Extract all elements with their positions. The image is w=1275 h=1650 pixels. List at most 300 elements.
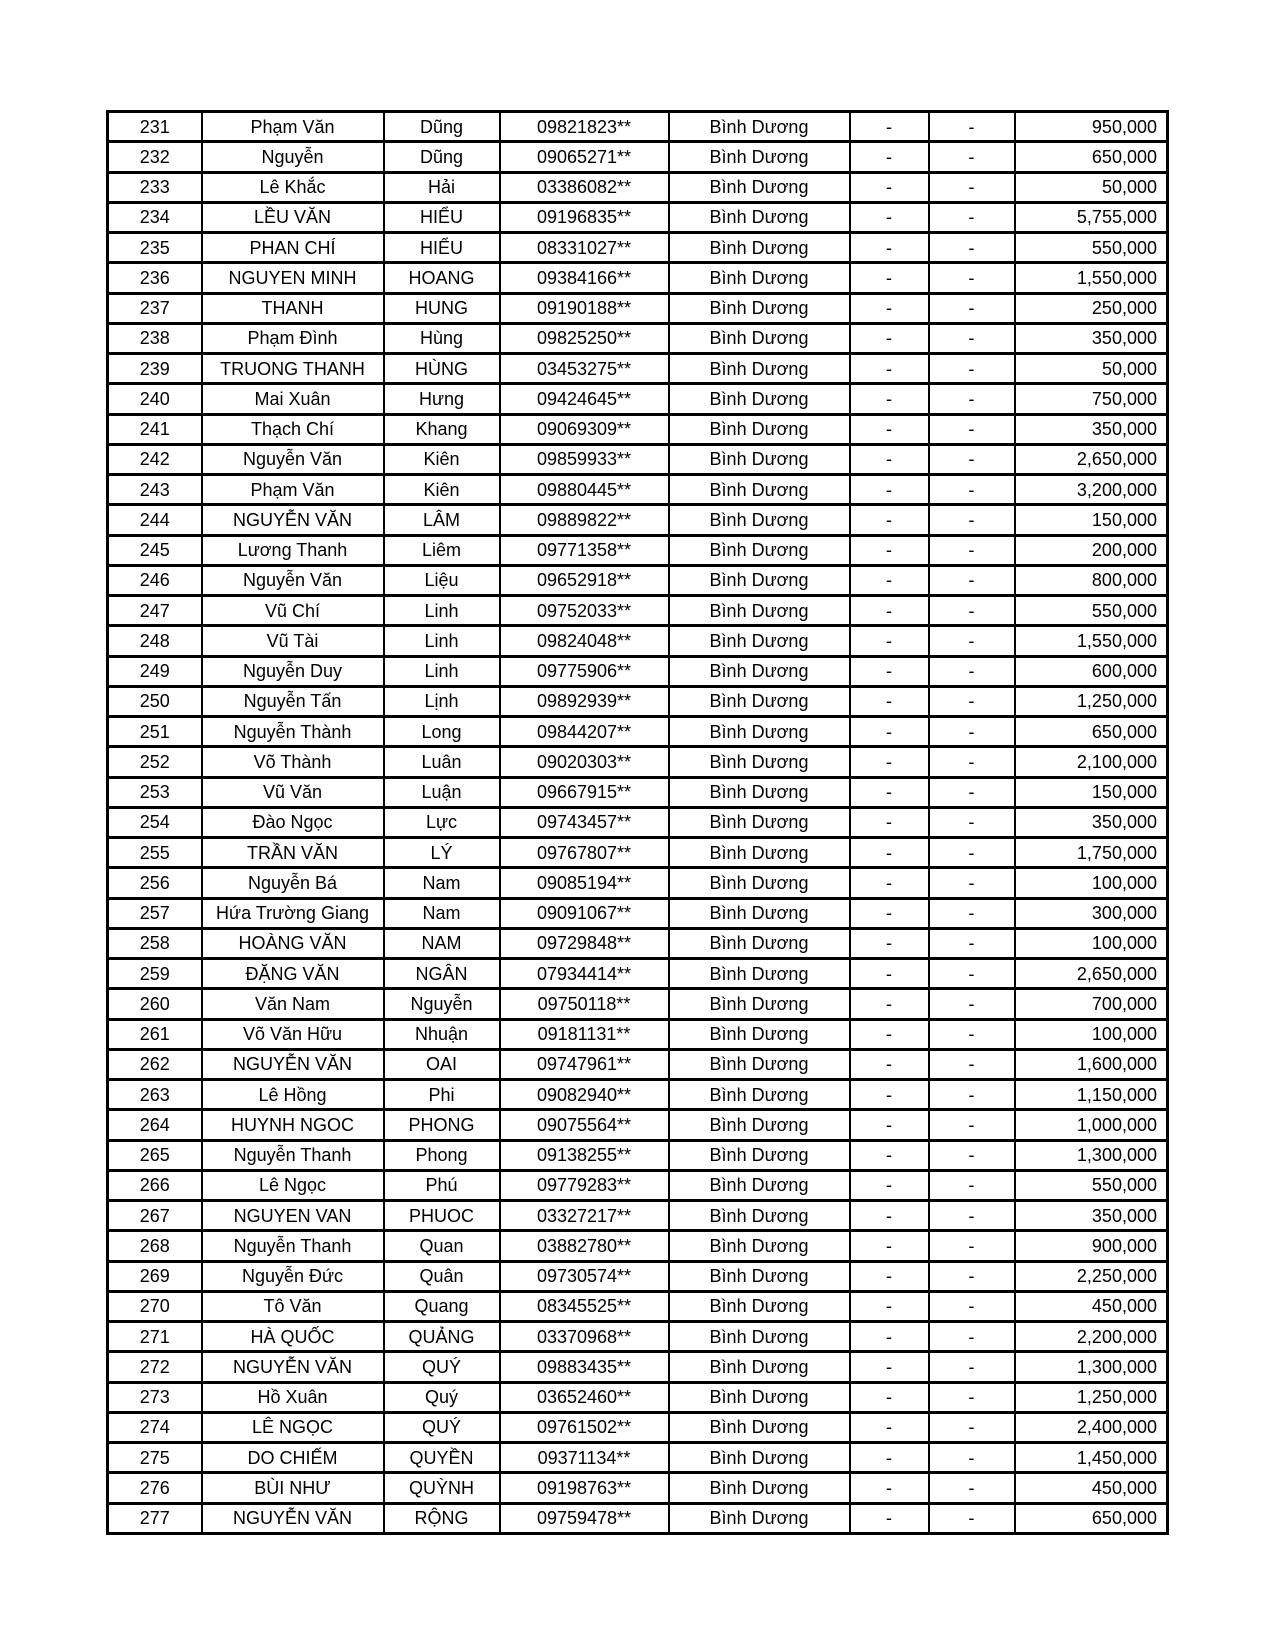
last-name-cell: Liêm bbox=[384, 535, 500, 565]
phone-masked-cell: 09824048** bbox=[500, 626, 669, 656]
dash-col-1-cell: - bbox=[850, 1080, 929, 1110]
last-name-cell: OAI bbox=[384, 1049, 500, 1079]
row-number-cell: 265 bbox=[108, 1140, 202, 1170]
province-cell: Bình Dương bbox=[669, 1322, 850, 1352]
first-middle-name-cell: Vũ Văn bbox=[202, 777, 384, 807]
phone-masked-cell: 09652918** bbox=[500, 565, 669, 595]
dash-col-2-cell: - bbox=[929, 444, 1015, 474]
amount-cell: 1,250,000 bbox=[1015, 1382, 1168, 1412]
province-cell: Bình Dương bbox=[669, 293, 850, 323]
amount-cell: 200,000 bbox=[1015, 535, 1168, 565]
dash-col-2-cell: - bbox=[929, 1231, 1015, 1261]
dash-col-2-cell: - bbox=[929, 1382, 1015, 1412]
row-number-cell: 272 bbox=[108, 1352, 202, 1382]
amount-cell: 550,000 bbox=[1015, 1170, 1168, 1200]
phone-masked-cell: 09424645** bbox=[500, 384, 669, 414]
last-name-cell: NAM bbox=[384, 928, 500, 958]
province-cell: Bình Dương bbox=[669, 989, 850, 1019]
first-middle-name-cell: Đào Ngọc bbox=[202, 807, 384, 837]
province-cell: Bình Dương bbox=[669, 1291, 850, 1321]
amount-cell: 150,000 bbox=[1015, 777, 1168, 807]
province-cell: Bình Dương bbox=[669, 565, 850, 595]
row-number-cell: 236 bbox=[108, 263, 202, 293]
province-cell: Bình Dương bbox=[669, 898, 850, 928]
table-row bbox=[108, 777, 1168, 807]
first-middle-name-cell: NGUYEN VAN bbox=[202, 1201, 384, 1231]
dash-col-2-cell: - bbox=[929, 868, 1015, 898]
dash-col-1-cell: - bbox=[850, 807, 929, 837]
phone-masked-cell: 09729848** bbox=[500, 928, 669, 958]
dash-col-1-cell: - bbox=[850, 1231, 929, 1261]
first-middle-name-cell: Phạm Đình bbox=[202, 323, 384, 353]
phone-masked-cell: 09761502** bbox=[500, 1412, 669, 1442]
row-number-cell: 267 bbox=[108, 1201, 202, 1231]
phone-masked-cell: 09085194** bbox=[500, 868, 669, 898]
amount-cell: 600,000 bbox=[1015, 656, 1168, 686]
phone-masked-cell: 09883435** bbox=[500, 1352, 669, 1382]
dash-col-2-cell: - bbox=[929, 1019, 1015, 1049]
dash-col-2-cell: - bbox=[929, 323, 1015, 353]
dash-col-2-cell: - bbox=[929, 928, 1015, 958]
row-number-cell: 240 bbox=[108, 384, 202, 414]
dash-col-1-cell: - bbox=[850, 1412, 929, 1442]
dash-col-1-cell: - bbox=[850, 142, 929, 172]
dash-col-2-cell: - bbox=[929, 384, 1015, 414]
province-cell: Bình Dương bbox=[669, 384, 850, 414]
row-number-cell: 232 bbox=[108, 142, 202, 172]
last-name-cell: Lực bbox=[384, 807, 500, 837]
province-cell: Bình Dương bbox=[669, 838, 850, 868]
phone-masked-cell: 09198763** bbox=[500, 1473, 669, 1503]
last-name-cell: Quan bbox=[384, 1231, 500, 1261]
first-middle-name-cell: NGUYỄN VĂN bbox=[202, 505, 384, 535]
province-cell: Bình Dương bbox=[669, 172, 850, 202]
row-number-cell: 270 bbox=[108, 1291, 202, 1321]
dash-col-1-cell: - bbox=[850, 172, 929, 202]
last-name-cell: QUẢNG bbox=[384, 1322, 500, 1352]
dash-col-1-cell: - bbox=[850, 444, 929, 474]
last-name-cell: Quân bbox=[384, 1261, 500, 1291]
last-name-cell: Dũng bbox=[384, 142, 500, 172]
dash-col-1-cell: - bbox=[850, 565, 929, 595]
amount-cell: 1,550,000 bbox=[1015, 263, 1168, 293]
last-name-cell: Hải bbox=[384, 172, 500, 202]
row-number-cell: 271 bbox=[108, 1322, 202, 1352]
first-middle-name-cell: Võ Văn Hữu bbox=[202, 1019, 384, 1049]
phone-masked-cell: 09779283** bbox=[500, 1170, 669, 1200]
first-middle-name-cell: Nguyễn Thanh bbox=[202, 1140, 384, 1170]
table-row bbox=[108, 989, 1168, 1019]
dash-col-2-cell: - bbox=[929, 959, 1015, 989]
row-number-cell: 234 bbox=[108, 202, 202, 232]
dash-col-1-cell: - bbox=[850, 596, 929, 626]
row-number-cell: 247 bbox=[108, 596, 202, 626]
amount-cell: 1,250,000 bbox=[1015, 686, 1168, 716]
amount-cell: 350,000 bbox=[1015, 323, 1168, 353]
last-name-cell: PHUOC bbox=[384, 1201, 500, 1231]
row-number-cell: 255 bbox=[108, 838, 202, 868]
phone-masked-cell: 09859933** bbox=[500, 444, 669, 474]
dash-col-2-cell: - bbox=[929, 354, 1015, 384]
phone-masked-cell: 09065271** bbox=[500, 142, 669, 172]
last-name-cell: LÂM bbox=[384, 505, 500, 535]
first-middle-name-cell: Mai Xuân bbox=[202, 384, 384, 414]
dash-col-1-cell: - bbox=[850, 656, 929, 686]
phone-masked-cell: 03882780** bbox=[500, 1231, 669, 1261]
row-number-cell: 263 bbox=[108, 1080, 202, 1110]
first-middle-name-cell: ĐẶNG VĂN bbox=[202, 959, 384, 989]
first-middle-name-cell: DO CHIẾM bbox=[202, 1443, 384, 1473]
first-middle-name-cell: NGUYỄN VĂN bbox=[202, 1352, 384, 1382]
row-number-cell: 253 bbox=[108, 777, 202, 807]
phone-masked-cell: 03386082** bbox=[500, 172, 669, 202]
last-name-cell: HÙNG bbox=[384, 354, 500, 384]
amount-cell: 750,000 bbox=[1015, 384, 1168, 414]
phone-masked-cell: 03652460** bbox=[500, 1382, 669, 1412]
dash-col-2-cell: - bbox=[929, 263, 1015, 293]
province-cell: Bình Dương bbox=[669, 868, 850, 898]
province-cell: Bình Dương bbox=[669, 142, 850, 172]
province-cell: Bình Dương bbox=[669, 1261, 850, 1291]
table-row bbox=[108, 1110, 1168, 1140]
phone-masked-cell: 09181131** bbox=[500, 1019, 669, 1049]
row-number-cell: 238 bbox=[108, 323, 202, 353]
province-cell: Bình Dương bbox=[669, 1170, 850, 1200]
last-name-cell: Luân bbox=[384, 747, 500, 777]
dash-col-2-cell: - bbox=[929, 202, 1015, 232]
first-middle-name-cell: LÊ NGỌC bbox=[202, 1412, 384, 1442]
amount-cell: 300,000 bbox=[1015, 898, 1168, 928]
phone-masked-cell: 09771358** bbox=[500, 535, 669, 565]
dash-col-2-cell: - bbox=[929, 747, 1015, 777]
first-middle-name-cell: TRẦN VĂN bbox=[202, 838, 384, 868]
dash-col-2-cell: - bbox=[929, 596, 1015, 626]
row-number-cell: 242 bbox=[108, 444, 202, 474]
last-name-cell: HIỂU bbox=[384, 202, 500, 232]
amount-cell: 100,000 bbox=[1015, 1019, 1168, 1049]
province-cell: Bình Dương bbox=[669, 1382, 850, 1412]
first-middle-name-cell: Phạm Văn bbox=[202, 112, 384, 142]
amount-cell: 800,000 bbox=[1015, 565, 1168, 595]
dash-col-1-cell: - bbox=[850, 626, 929, 656]
last-name-cell: NGÂN bbox=[384, 959, 500, 989]
first-middle-name-cell: BÙI NHƯ bbox=[202, 1473, 384, 1503]
last-name-cell: RỘNG bbox=[384, 1503, 500, 1533]
last-name-cell: HIỂU bbox=[384, 233, 500, 263]
table-row bbox=[108, 1291, 1168, 1321]
dash-col-2-cell: - bbox=[929, 1170, 1015, 1200]
province-cell: Bình Dương bbox=[669, 535, 850, 565]
last-name-cell: Hưng bbox=[384, 384, 500, 414]
table-row bbox=[108, 505, 1168, 535]
dash-col-2-cell: - bbox=[929, 1110, 1015, 1140]
amount-cell: 100,000 bbox=[1015, 928, 1168, 958]
table-row bbox=[108, 112, 1168, 142]
dash-col-2-cell: - bbox=[929, 414, 1015, 444]
first-middle-name-cell: Nguyễn Đức bbox=[202, 1261, 384, 1291]
dash-col-1-cell: - bbox=[850, 1170, 929, 1200]
first-middle-name-cell: Lương Thanh bbox=[202, 535, 384, 565]
dash-col-2-cell: - bbox=[929, 505, 1015, 535]
row-number-cell: 243 bbox=[108, 475, 202, 505]
dash-col-1-cell: - bbox=[850, 1110, 929, 1140]
last-name-cell: Kiên bbox=[384, 475, 500, 505]
dash-col-2-cell: - bbox=[929, 1261, 1015, 1291]
row-number-cell: 252 bbox=[108, 747, 202, 777]
province-cell: Bình Dương bbox=[669, 1473, 850, 1503]
amount-cell: 2,400,000 bbox=[1015, 1412, 1168, 1442]
province-cell: Bình Dương bbox=[669, 1412, 850, 1442]
dash-col-2-cell: - bbox=[929, 293, 1015, 323]
first-middle-name-cell: Nguyễn Văn bbox=[202, 444, 384, 474]
table-row bbox=[108, 1201, 1168, 1231]
dash-col-2-cell: - bbox=[929, 717, 1015, 747]
table-row bbox=[108, 444, 1168, 474]
first-middle-name-cell: Hứa Trường Giang bbox=[202, 898, 384, 928]
amount-cell: 150,000 bbox=[1015, 505, 1168, 535]
row-number-cell: 244 bbox=[108, 505, 202, 535]
amount-cell: 950,000 bbox=[1015, 112, 1168, 142]
last-name-cell: Phi bbox=[384, 1080, 500, 1110]
amount-cell: 50,000 bbox=[1015, 172, 1168, 202]
row-number-cell: 249 bbox=[108, 656, 202, 686]
last-name-cell: Linh bbox=[384, 656, 500, 686]
table-row bbox=[108, 142, 1168, 172]
first-middle-name-cell: TRUONG THANH bbox=[202, 354, 384, 384]
dash-col-1-cell: - bbox=[850, 686, 929, 716]
table-row bbox=[108, 1231, 1168, 1261]
row-number-cell: 237 bbox=[108, 293, 202, 323]
dash-col-1-cell: - bbox=[850, 1049, 929, 1079]
first-middle-name-cell: THANH bbox=[202, 293, 384, 323]
phone-masked-cell: 09880445** bbox=[500, 475, 669, 505]
first-middle-name-cell: Nguyễn Bá bbox=[202, 868, 384, 898]
dash-col-2-cell: - bbox=[929, 233, 1015, 263]
amount-cell: 550,000 bbox=[1015, 596, 1168, 626]
amount-cell: 450,000 bbox=[1015, 1473, 1168, 1503]
last-name-cell: QUYỀN bbox=[384, 1443, 500, 1473]
province-cell: Bình Dương bbox=[669, 747, 850, 777]
amount-cell: 2,650,000 bbox=[1015, 444, 1168, 474]
dash-col-1-cell: - bbox=[850, 535, 929, 565]
amount-cell: 1,300,000 bbox=[1015, 1140, 1168, 1170]
dash-col-1-cell: - bbox=[850, 1291, 929, 1321]
dash-col-2-cell: - bbox=[929, 838, 1015, 868]
phone-masked-cell: 09889822** bbox=[500, 505, 669, 535]
province-cell: Bình Dương bbox=[669, 414, 850, 444]
amount-cell: 1,000,000 bbox=[1015, 1110, 1168, 1140]
table-row bbox=[108, 1140, 1168, 1170]
table-row bbox=[108, 898, 1168, 928]
last-name-cell: Khang bbox=[384, 414, 500, 444]
amount-cell: 1,150,000 bbox=[1015, 1080, 1168, 1110]
amount-cell: 550,000 bbox=[1015, 233, 1168, 263]
dash-col-2-cell: - bbox=[929, 656, 1015, 686]
last-name-cell: PHONG bbox=[384, 1110, 500, 1140]
row-number-cell: 262 bbox=[108, 1049, 202, 1079]
table-row bbox=[108, 717, 1168, 747]
amount-cell: 2,200,000 bbox=[1015, 1322, 1168, 1352]
province-cell: Bình Dương bbox=[669, 475, 850, 505]
last-name-cell: Lịnh bbox=[384, 686, 500, 716]
row-number-cell: 245 bbox=[108, 535, 202, 565]
last-name-cell: Nhuận bbox=[384, 1019, 500, 1049]
amount-cell: 50,000 bbox=[1015, 354, 1168, 384]
phone-masked-cell: 07934414** bbox=[500, 959, 669, 989]
first-middle-name-cell: Nguyễn Duy bbox=[202, 656, 384, 686]
dash-col-1-cell: - bbox=[850, 293, 929, 323]
province-cell: Bình Dương bbox=[669, 444, 850, 474]
table-row bbox=[108, 1503, 1168, 1533]
first-middle-name-cell: Nguyễn Văn bbox=[202, 565, 384, 595]
last-name-cell: Linh bbox=[384, 626, 500, 656]
first-middle-name-cell: Nguyễn bbox=[202, 142, 384, 172]
dash-col-1-cell: - bbox=[850, 475, 929, 505]
last-name-cell: HOANG bbox=[384, 263, 500, 293]
phone-masked-cell: 09743457** bbox=[500, 807, 669, 837]
table-row bbox=[108, 928, 1168, 958]
amount-cell: 1,600,000 bbox=[1015, 1049, 1168, 1079]
row-number-cell: 261 bbox=[108, 1019, 202, 1049]
amount-cell: 2,650,000 bbox=[1015, 959, 1168, 989]
first-middle-name-cell: Nguyễn Tấn bbox=[202, 686, 384, 716]
table-row bbox=[108, 807, 1168, 837]
amount-cell: 2,250,000 bbox=[1015, 1261, 1168, 1291]
dash-col-1-cell: - bbox=[850, 414, 929, 444]
phone-masked-cell: 09750118** bbox=[500, 989, 669, 1019]
last-name-cell: Nam bbox=[384, 868, 500, 898]
last-name-cell: HUNG bbox=[384, 293, 500, 323]
last-name-cell: Nguyễn bbox=[384, 989, 500, 1019]
dash-col-2-cell: - bbox=[929, 1140, 1015, 1170]
row-number-cell: 260 bbox=[108, 989, 202, 1019]
amount-cell: 650,000 bbox=[1015, 142, 1168, 172]
dash-col-1-cell: - bbox=[850, 989, 929, 1019]
row-number-cell: 264 bbox=[108, 1110, 202, 1140]
first-middle-name-cell: PHAN CHÍ bbox=[202, 233, 384, 263]
dash-col-2-cell: - bbox=[929, 686, 1015, 716]
province-cell: Bình Dương bbox=[669, 686, 850, 716]
province-cell: Bình Dương bbox=[669, 959, 850, 989]
dash-col-2-cell: - bbox=[929, 989, 1015, 1019]
first-middle-name-cell: HOÀNG VĂN bbox=[202, 928, 384, 958]
phone-masked-cell: 09775906** bbox=[500, 656, 669, 686]
last-name-cell: QUÝ bbox=[384, 1352, 500, 1382]
dash-col-1-cell: - bbox=[850, 1503, 929, 1533]
first-middle-name-cell: NGUYỄN VĂN bbox=[202, 1049, 384, 1079]
province-cell: Bình Dương bbox=[669, 1231, 850, 1261]
province-cell: Bình Dương bbox=[669, 626, 850, 656]
province-cell: Bình Dương bbox=[669, 1080, 850, 1110]
first-middle-name-cell: Nguyễn Thanh bbox=[202, 1231, 384, 1261]
amount-cell: 350,000 bbox=[1015, 807, 1168, 837]
dash-col-1-cell: - bbox=[850, 838, 929, 868]
dash-col-1-cell: - bbox=[850, 354, 929, 384]
table-row bbox=[108, 656, 1168, 686]
amount-cell: 1,550,000 bbox=[1015, 626, 1168, 656]
dash-col-1-cell: - bbox=[850, 868, 929, 898]
row-number-cell: 256 bbox=[108, 868, 202, 898]
province-cell: Bình Dương bbox=[669, 807, 850, 837]
table-row bbox=[108, 1170, 1168, 1200]
dash-col-1-cell: - bbox=[850, 233, 929, 263]
first-middle-name-cell: Võ Thành bbox=[202, 747, 384, 777]
donor-list-table bbox=[106, 110, 1169, 1535]
phone-masked-cell: 08331027** bbox=[500, 233, 669, 263]
row-number-cell: 254 bbox=[108, 807, 202, 837]
last-name-cell: Dũng bbox=[384, 112, 500, 142]
row-number-cell: 235 bbox=[108, 233, 202, 263]
phone-masked-cell: 09196835** bbox=[500, 202, 669, 232]
table-row bbox=[108, 1352, 1168, 1382]
province-cell: Bình Dương bbox=[669, 112, 850, 142]
dash-col-2-cell: - bbox=[929, 1201, 1015, 1231]
last-name-cell: QUỲNH bbox=[384, 1473, 500, 1503]
amount-cell: 350,000 bbox=[1015, 414, 1168, 444]
table-row bbox=[108, 1261, 1168, 1291]
dash-col-1-cell: - bbox=[850, 202, 929, 232]
row-number-cell: 273 bbox=[108, 1382, 202, 1412]
province-cell: Bình Dương bbox=[669, 354, 850, 384]
dash-col-1-cell: - bbox=[850, 1140, 929, 1170]
amount-cell: 3,200,000 bbox=[1015, 475, 1168, 505]
row-number-cell: 250 bbox=[108, 686, 202, 716]
province-cell: Bình Dương bbox=[669, 505, 850, 535]
amount-cell: 700,000 bbox=[1015, 989, 1168, 1019]
first-middle-name-cell: Phạm Văn bbox=[202, 475, 384, 505]
first-middle-name-cell: NGUYỄN VĂN bbox=[202, 1503, 384, 1533]
table-row bbox=[108, 626, 1168, 656]
row-number-cell: 246 bbox=[108, 565, 202, 595]
table-row bbox=[108, 868, 1168, 898]
amount-cell: 2,100,000 bbox=[1015, 747, 1168, 777]
table-row bbox=[108, 747, 1168, 777]
dash-col-2-cell: - bbox=[929, 172, 1015, 202]
row-number-cell: 269 bbox=[108, 1261, 202, 1291]
table-row bbox=[108, 1019, 1168, 1049]
dash-col-2-cell: - bbox=[929, 1352, 1015, 1382]
dash-col-1-cell: - bbox=[850, 505, 929, 535]
table-row bbox=[108, 1382, 1168, 1412]
province-cell: Bình Dương bbox=[669, 596, 850, 626]
dash-col-1-cell: - bbox=[850, 1019, 929, 1049]
amount-cell: 450,000 bbox=[1015, 1291, 1168, 1321]
dash-col-1-cell: - bbox=[850, 323, 929, 353]
last-name-cell: Nam bbox=[384, 898, 500, 928]
dash-col-2-cell: - bbox=[929, 112, 1015, 142]
province-cell: Bình Dương bbox=[669, 1443, 850, 1473]
first-middle-name-cell: Vũ Tài bbox=[202, 626, 384, 656]
amount-cell: 650,000 bbox=[1015, 1503, 1168, 1533]
first-middle-name-cell: Tô Văn bbox=[202, 1291, 384, 1321]
first-middle-name-cell: NGUYEN MINH bbox=[202, 263, 384, 293]
dash-col-1-cell: - bbox=[850, 1443, 929, 1473]
last-name-cell: Luận bbox=[384, 777, 500, 807]
dash-col-2-cell: - bbox=[929, 898, 1015, 928]
dash-col-2-cell: - bbox=[929, 565, 1015, 595]
province-cell: Bình Dương bbox=[669, 1140, 850, 1170]
phone-masked-cell: 03327217** bbox=[500, 1201, 669, 1231]
first-middle-name-cell: Lê Ngọc bbox=[202, 1170, 384, 1200]
table-row bbox=[108, 1049, 1168, 1079]
amount-cell: 5,755,000 bbox=[1015, 202, 1168, 232]
dash-col-1-cell: - bbox=[850, 263, 929, 293]
amount-cell: 1,300,000 bbox=[1015, 1352, 1168, 1382]
province-cell: Bình Dương bbox=[669, 323, 850, 353]
row-number-cell: 268 bbox=[108, 1231, 202, 1261]
last-name-cell: Linh bbox=[384, 596, 500, 626]
table-row bbox=[108, 354, 1168, 384]
